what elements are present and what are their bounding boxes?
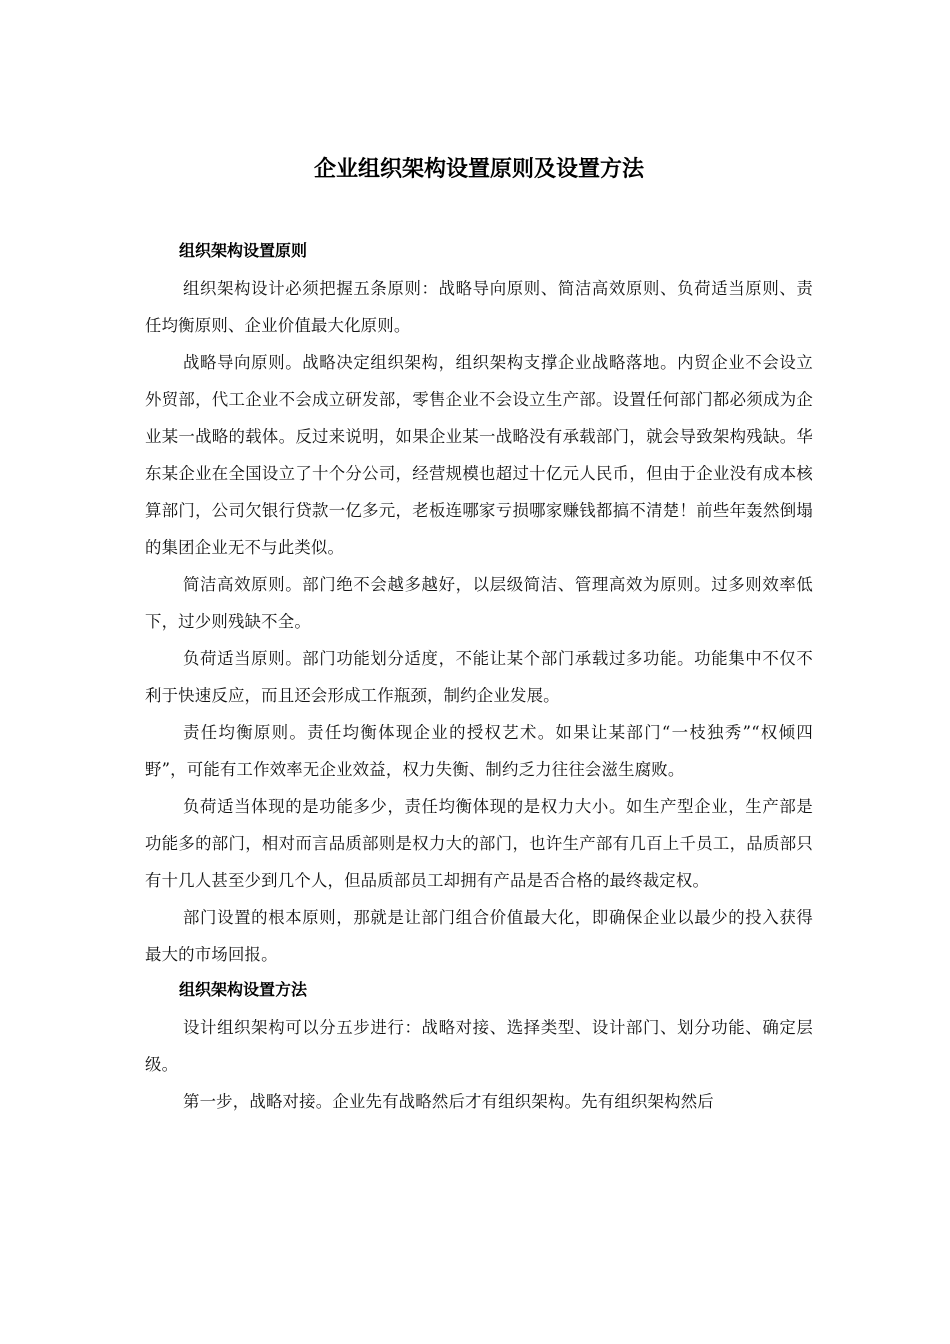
paragraph-strategy-oriented: 战略导向原则。战略决定组织架构，组织架构支撑企业战略落地。内贸企业不会设立外贸部，代工企业不会成立研发部，零售企业不会设立生产部。设置任何部门都必须成为企业某一战略的载体。反过来说明，如果企业某一战略没有承载部门，就会导致架构残缺。华东某企业在全国设立了十个分公司，经营规模也超过十亿元人民币，但由于企业没有成本核算部门，公司欠银行贷款一亿多元，老板连哪家亏损哪家赚钱都搞不清楚！前些年轰然倒塌的集团企业无不与此类似。: [145, 353, 813, 557]
paragraph-fundamental-principle: 部门设置的根本原则，那就是让部门组合价值最大化，即确保企业以最少的投入获得最大的市场回报。: [145, 908, 813, 964]
paragraph-simple-efficient: 简洁高效原则。部门绝不会越多越好，以层级简洁、管理高效为原则。过多则效率低下，过少则残缺不全。: [145, 575, 813, 631]
section-heading-methods: 组织架构设置方法: [179, 980, 308, 999]
section-principles: [145, 238, 813, 973]
document-page: [145, 150, 813, 1120]
section-methods: [145, 977, 813, 1120]
section-heading-principles: 组织架构设置原则: [179, 241, 308, 260]
paragraph-step-one: 第一步，战略对接。企业先有战略然后才有组织架构。先有组织架构然后: [183, 1092, 714, 1111]
paragraph-appropriate-load: 负荷适当原则。部门功能划分适度，不能让某个部门承载过多功能。功能集中不仅不利于快速反应，而且还会形成工作瓶颈，制约企业发展。: [145, 649, 813, 705]
paragraph-five-steps: 设计组织架构可以分五步进行：战略对接、选择类型、设计部门、划分功能、确定层级。: [145, 1018, 813, 1074]
paragraph-five-principles: 组织架构设计必须把握五条原则：战略导向原则、简洁高效原则、负荷适当原则、责任均衡原则、企业价值最大化原则。: [145, 279, 813, 335]
document-title: 企业组织架构设置原则及设置方法: [313, 157, 644, 182]
paragraph-load-vs-responsibility: 负荷适当体现的是功能多少，责任均衡体现的是权力大小。如生产型企业，生产部是功能多的部门，相对而言品质部则是权力大的部门，也许生产部有几百上千员工，品质部只有十几人甚至少到几个人，但品质部员工却拥有产品是否合格的最终裁定权。: [145, 797, 813, 890]
paragraph-balanced-responsibility: 责任均衡原则。责任均衡体现企业的授权艺术。如果让某部门“一枝独秀”“权倾四野”，可能有工作效率无企业效益，权力失衡、制约乏力往往会滋生腐败。: [145, 723, 813, 779]
